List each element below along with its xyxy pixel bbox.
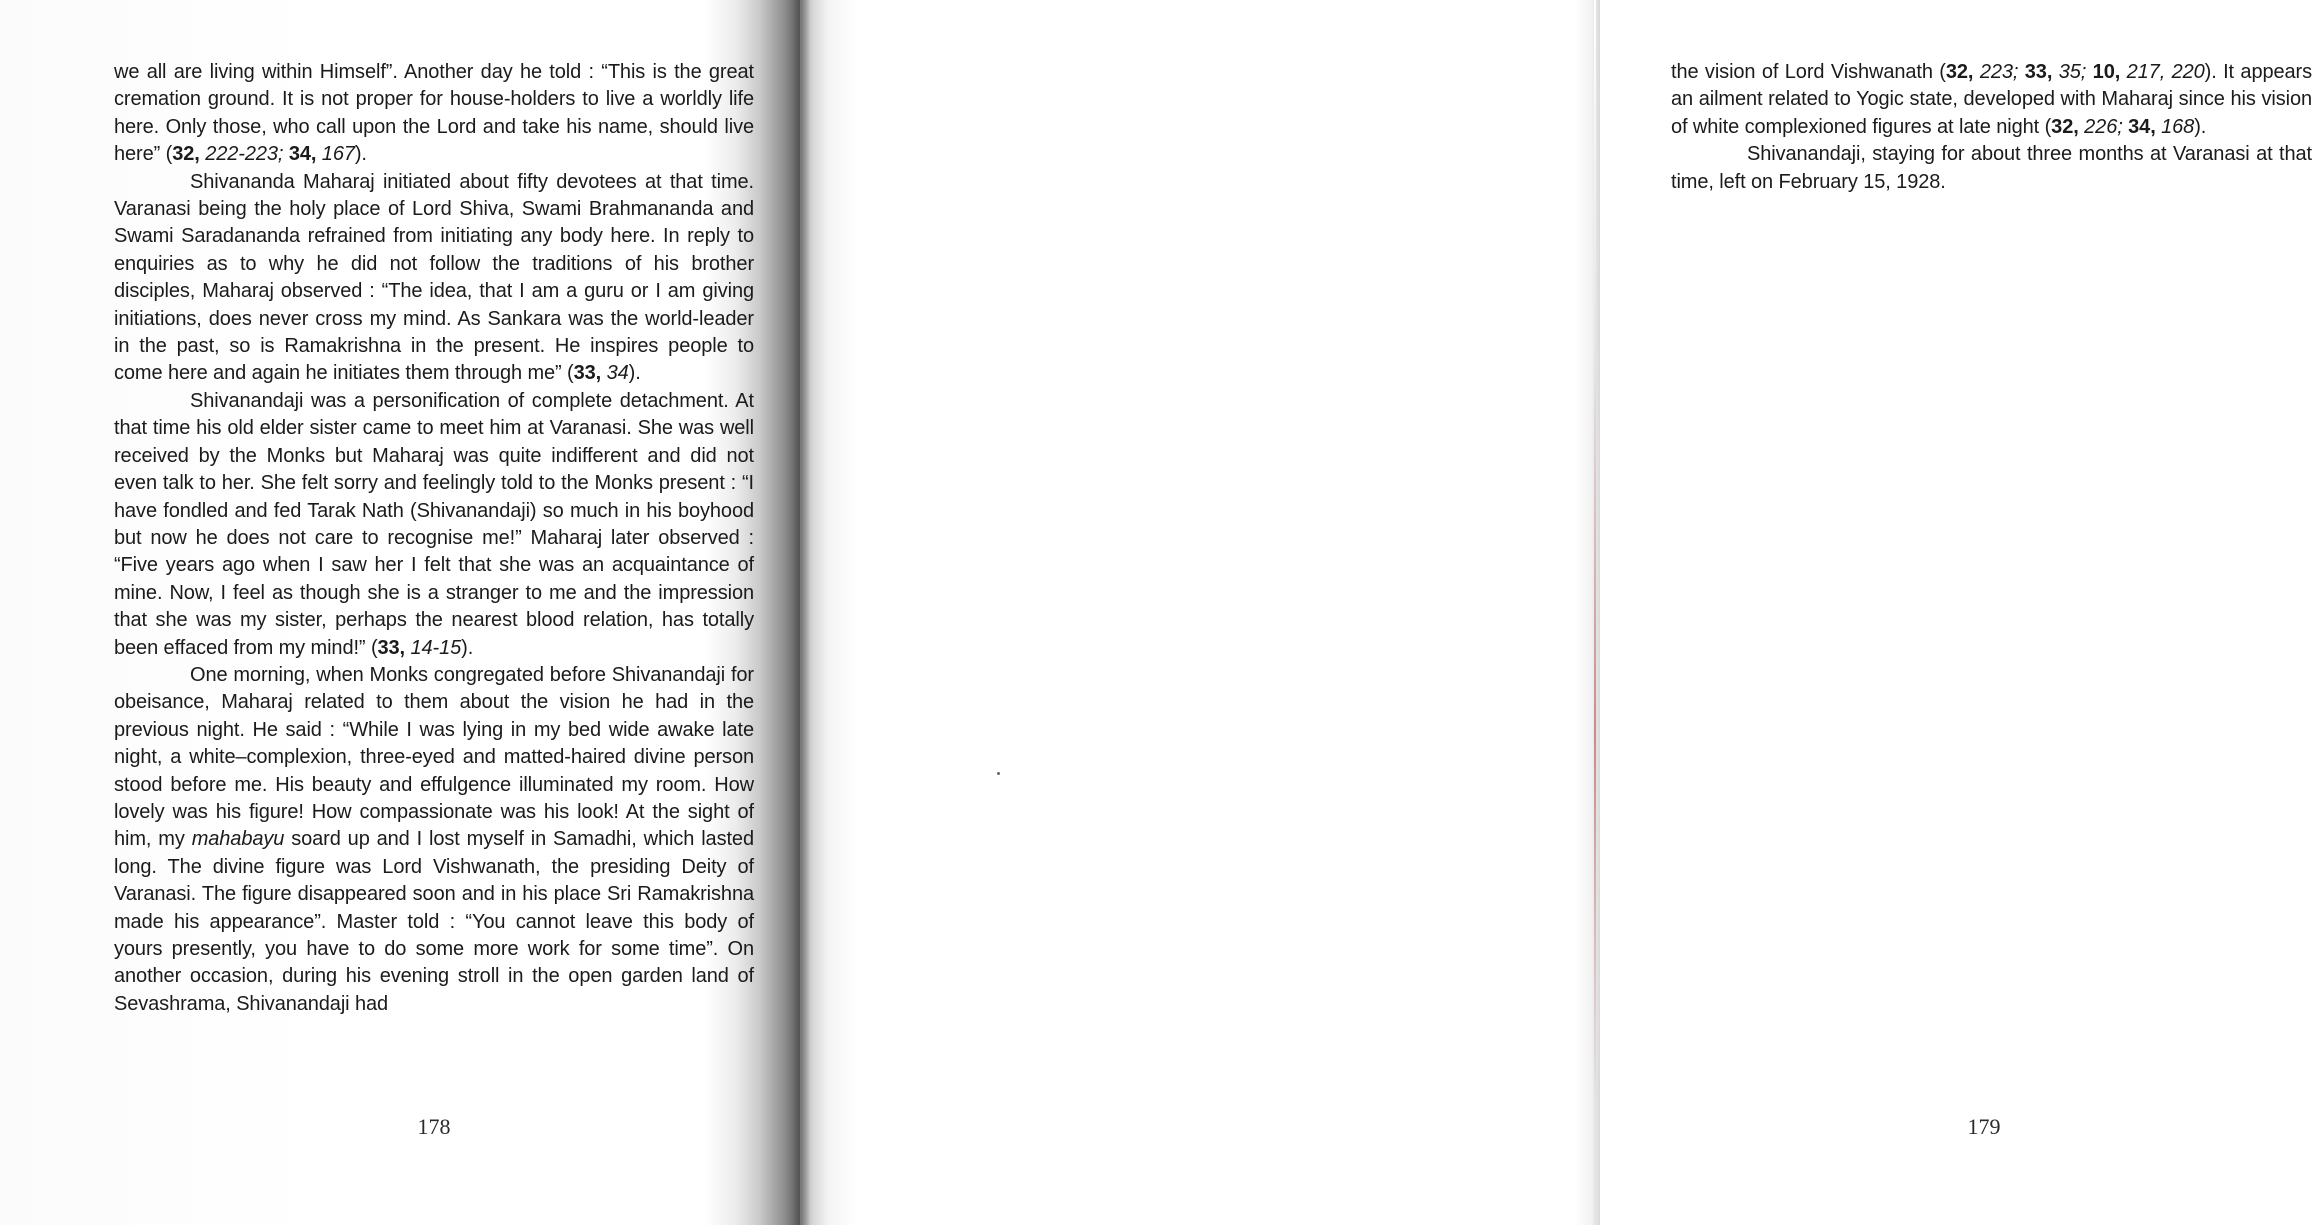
citation-fragment: 168 bbox=[2161, 115, 2195, 138]
citation-fragment: 223; bbox=[1979, 61, 2019, 83]
page-edge bbox=[1594, 0, 1596, 1225]
paragraph-text: Shivanandaji was a personification of complete detachment. At that time his old elder sister came to meet him at Varanasi. She was well received by the Monks but Maharaj was quite indifferent and did not even talk to her. She felt sorry and feelingly told to the Monks present : “I have fondled and fed Tarak Nath (Shivanandaji) so much in his boyhood but now he does not care to recognise me!” Maharaj later observed : “Five years ago when I saw her I felt that she was an acquaintance of mine. Now, I feel as though she is a stranger to me and the impression that she was my sister, perhaps the nearest blood relation, has totally been effaced from my mind!” ( bbox=[114, 389, 754, 659]
citation-fragment: 10, bbox=[2086, 61, 2121, 83]
paragraph bbox=[114, 169, 754, 388]
paragraph-text: One morning, when Monks congregated before Shivanandaji for obeisance, Maharaj related to them about the vision he had in the previous night. He said : “While I was lying in my bed wide awake late night, a white–complexion, three-eyed and matted-haired divine person stood before me. His beauty and effulgence illuminated my room. How lovely was his figure! How compassionate was his look! At the sight of him, my bbox=[114, 663, 754, 851]
citation-fragment: 226; bbox=[2084, 115, 2123, 138]
citation-fragment: 33, bbox=[2018, 61, 2053, 83]
book-gutter bbox=[792, 0, 810, 1225]
paragraph bbox=[114, 388, 754, 662]
citation-fragment: 32, bbox=[2051, 115, 2079, 138]
page-number-left: 178 bbox=[417, 1114, 451, 1139]
page-number-right: 179 bbox=[1967, 1114, 2001, 1139]
citation-fragment: soard up and I lost myself in Samadhi, which lasted long. The divine figure was Lord Vishwanath, the presiding Deity of Varanasi. The figure disappeared soon and in his place Sri Ramakrishna made his appearance”. Master told : “You cannot leave this body of yours presently, you have to do some more work for some time”. On another occasion, during his evening stroll in the open garden land of Sevashrama, Shivanandaji had bbox=[114, 828, 754, 1015]
paragraph-text: Shivananda Maharaj initiated about fifty devotees at that time. Varanasi being the holy place of Lord Shiva, Swami Brahmananda and Swami Saradananda refrained from initiating any body here. In reply to enquiries as to why he did not follow the traditions of his brother disciples, Maharaj observed : “The idea, that I am a guru or I am giving initiations, does never cross my mind. As Sankara was the world-leader in the past, so is Ramakrishna in the present. He inspires people to come here and again he initiates them through me” ( bbox=[114, 170, 754, 385]
citation-fragment: 34, bbox=[2122, 115, 2156, 138]
citation-fragment: ). bbox=[461, 636, 474, 659]
citation-fragment: ). bbox=[2194, 115, 2207, 138]
citation-fragment: 35; bbox=[2058, 61, 2087, 83]
citation-fragment: ). bbox=[628, 362, 641, 385]
citation-fragment: mahabayu bbox=[191, 828, 285, 851]
citation-fragment: ). bbox=[354, 143, 367, 166]
paragraph-text: Shivanandaji, staying for about three months at Varanasi at that time, left on February 15, 1928. bbox=[1671, 143, 2312, 193]
left-page bbox=[0, 0, 800, 1225]
citation-fragment: 33, bbox=[573, 362, 602, 385]
paragraph bbox=[114, 662, 754, 1018]
citation-fragment: 32, bbox=[1945, 61, 1974, 83]
citation-fragment: 222-223; bbox=[205, 143, 284, 166]
citation-fragment: 33, bbox=[377, 636, 406, 659]
paragraph bbox=[1671, 59, 2312, 141]
paragraph-text: we all are living within Himself”. Another day he told : “This is the great cremation ground. It is not proper for house-holders to live a worldly life here. Only those, who call upon the Lord and take his name, should live here” ( bbox=[114, 61, 754, 166]
paragraph bbox=[114, 59, 754, 169]
citation-fragment: 217, 220 bbox=[2126, 61, 2205, 83]
left-page-text bbox=[114, 59, 754, 1018]
paragraph-text: the vision of Lord Vishwanath ( bbox=[1671, 61, 1946, 83]
right-page-text bbox=[1671, 59, 2312, 196]
paragraph bbox=[1671, 141, 2312, 196]
citation-fragment: 34 bbox=[606, 362, 629, 385]
citation-fragment: ). It appears an ailment related to Yogic state, developed with Maharaj since his vision of white complexioned figures at late night ( bbox=[1671, 61, 2312, 138]
right-page bbox=[800, 0, 2312, 1225]
citation-fragment: 167 bbox=[321, 143, 355, 166]
paper-speck bbox=[997, 772, 1000, 775]
citation-fragment: 32, bbox=[172, 143, 200, 166]
citation-fragment: 34, bbox=[283, 143, 317, 166]
citation-fragment: 14-15 bbox=[410, 636, 462, 659]
